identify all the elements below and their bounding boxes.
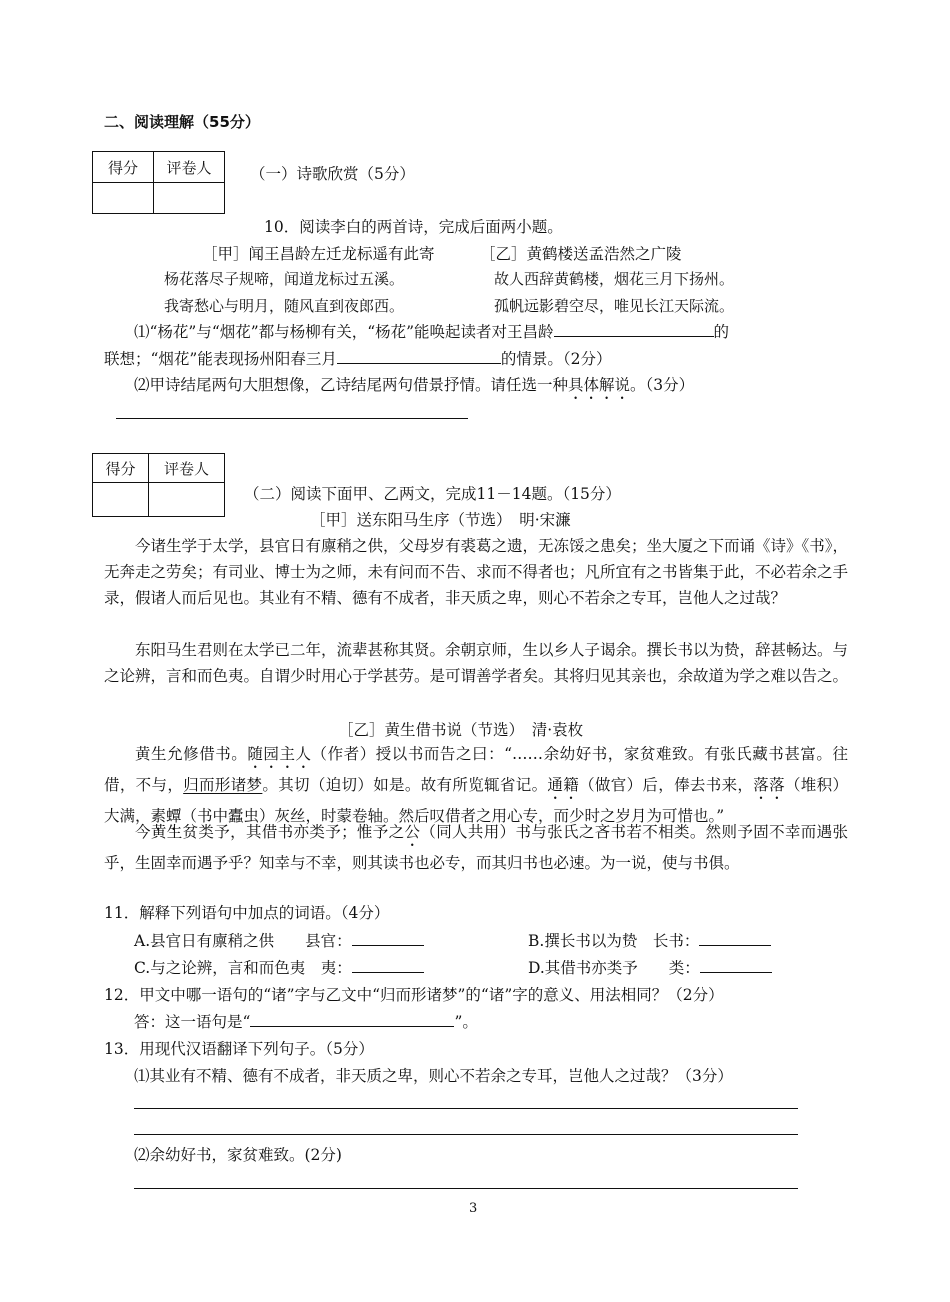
- q11-blank-d[interactable]: [700, 958, 772, 973]
- prose-b-para2: 今黄生贫类予，其借书亦类予；惟予之公（同人共用）书与张氏之吝书若不相类。然则予固不幸而遇张乎，生固幸而遇予乎？知幸与不幸，则其读书也必专，而其归书也必速。为一说，使与书俱。: [104, 823, 848, 872]
- q11-option-c: C.与之论辨，言和而色夷 夷：: [134, 958, 424, 979]
- prose-b-title: ［乙］黄生借书说（节选） 清·袁枚: [338, 721, 584, 739]
- prose-a-para2: 东阳马生君则在太学已二年，流辈甚称其贤。余朝京师，生以乡人子谒余。撰长书以为贽，辞甚畅达。与之论辨，言和而色夷。自谓少时用心于学甚劳。是可谓善学者矣。其将归见其亲也，余故道为学之难以告之。: [104, 641, 849, 685]
- q13-sentence1: ⑴其业有不精、德有不成者，非天质之卑，则心不若余之专耳，岂他人之过哉？（3分）: [134, 1067, 733, 1085]
- score-label: 得分: [93, 152, 154, 183]
- q13-sentence2: ⑵余幼好书，家贫难致。(2分): [134, 1146, 342, 1164]
- prose-a-para1: 今诸生学于太学，县官日有廪稍之供，父母岁有裘葛之遗，无冻馁之患矣；坐大厦之下而诵《诗》《书》，无奔走之劳矣；有司业、博士为之师，未有问而不告、求而不得者也；凡所宜有之书皆集于此，不必若余之手录，假诸人而后见也。其业有不精、德有不成者，非天质之卑，则心不若余之专耳，岂他人之过哉？: [104, 537, 849, 607]
- prose-a-title: ［甲］送东阳马生序（节选） 明·宋濂: [310, 511, 571, 529]
- q13-s1-answer-line2[interactable]: [134, 1134, 798, 1135]
- q11-blank-b[interactable]: [699, 931, 771, 946]
- poem-q1-blank2[interactable]: [337, 349, 501, 364]
- prose-heading: （二）阅读下面甲、乙两文，完成11－14题。（15分）: [244, 485, 621, 503]
- score-label: 得分: [93, 454, 149, 483]
- q10-stem: 10．阅读李白的两首诗，完成后面两小题。: [264, 218, 563, 236]
- q11-option-b: B.撰长书以为贽 长书：: [528, 931, 771, 952]
- q11-blank-c[interactable]: [352, 958, 424, 973]
- score-box-poem: [92, 151, 225, 214]
- q13-stem: 13．用现代汉语翻译下列句子。（5分）: [104, 1040, 374, 1058]
- prose-b-para1: 黄生允修借书。随园主人（作者）授以书而告之曰：“……余幼好书，家贫难致。有张氏藏书甚富。往借，不与，归而形诸梦。其切（迫切）如是。故有所览辄省记。通籍（做官）后，俸去书来，落落（堆积）大满，素蟫（书中蠹虫）灰丝，时蒙卷轴。然后叹借者之用心专，而少时之岁月为可惜也。”: [104, 745, 848, 825]
- poem-q1-line1: ⑴“杨花”与“烟花”都与杨柳有关，“杨花”能唤起读者对王昌龄 的: [134, 323, 730, 341]
- grader-cell[interactable]: [154, 183, 225, 214]
- score-cell[interactable]: [93, 183, 154, 214]
- poem-q2-answer-line[interactable]: [116, 418, 468, 419]
- score-box-prose: [92, 453, 225, 517]
- poem-a-title: ［甲］闻王昌龄左迁龙标遥有此寄: [202, 245, 435, 263]
- section-title: 二、阅读理解（55分）: [104, 113, 260, 131]
- poem-b-title: ［乙］黄鹤楼送孟浩然之广陵: [480, 245, 682, 263]
- grader-cell[interactable]: [149, 483, 225, 517]
- poem-q1-line2: 联想；“烟花”能表现扬州阳春三月 的情景。（2分）: [104, 350, 612, 368]
- q12-stem: 12．甲文中哪一语句的“诸”字与乙文中“归而形诸梦”的“诸”字的意义、用法相同？（2分）: [104, 986, 724, 1004]
- q12-blank[interactable]: [250, 1012, 454, 1027]
- grader-label: 评卷人: [154, 152, 225, 183]
- poem-heading: （一）诗歌欣赏（5分）: [250, 165, 415, 183]
- poem-a-line1: 杨花落尽子规啼，闻道龙标过五溪。: [164, 270, 405, 288]
- score-cell[interactable]: [93, 483, 149, 517]
- poem-q1-blank1[interactable]: [554, 322, 714, 337]
- page-number: 3: [469, 1201, 478, 1216]
- poem-a-line2: 我寄愁心与明月，随风直到夜郎西。: [164, 297, 405, 315]
- poem-q2: ⑵甲诗结尾两句大胆想像，乙诗结尾两句借景抒情。请任选一种具体解说。（3分）: [134, 376, 695, 394]
- q13-s1-answer-line1[interactable]: [134, 1108, 798, 1109]
- q12-answer: 答：这一语句是“ ”。: [134, 1013, 478, 1031]
- poem-b-line2: 孤帆远影碧空尽，唯见长江天际流。: [494, 297, 735, 315]
- q13-s2-answer-line[interactable]: [134, 1188, 798, 1189]
- q11-option-d: D.其借书亦类予 类：: [528, 958, 772, 979]
- q11-blank-a[interactable]: [352, 931, 424, 946]
- poem-b-line1: 故人西辞黄鹤楼，烟花三月下扬州。: [494, 270, 735, 288]
- q11-option-a: A.县官日有廪稍之供 县官：: [134, 931, 424, 952]
- q11-stem: 11．解释下列语句中加点的词语。（4分）: [104, 904, 390, 922]
- grader-label: 评卷人: [149, 454, 225, 483]
